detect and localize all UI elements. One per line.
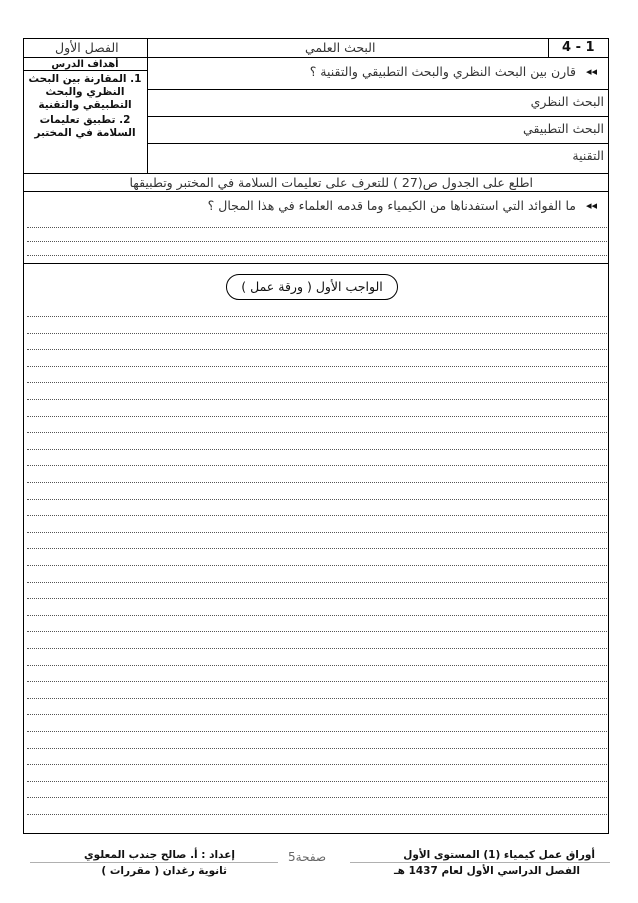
divider — [147, 38, 148, 173]
writing-line[interactable] — [27, 781, 607, 782]
compare-prompt: قارن بين البحث النظري والبحث التطبيقي والتقنية ؟ — [309, 64, 576, 79]
divider — [23, 263, 609, 264]
writing-line[interactable] — [27, 349, 607, 350]
homework-title: الواجب الأول ( ورقة عمل ) — [226, 274, 398, 300]
answer-line[interactable] — [27, 255, 607, 256]
compare-row-label: التقنية — [572, 148, 604, 163]
divider — [147, 143, 609, 144]
writing-line[interactable] — [27, 665, 607, 666]
footer-term: الفصل الدراسي الأول لعام 1437 هـ — [394, 865, 580, 877]
writing-line[interactable] — [27, 366, 607, 367]
writing-line[interactable] — [27, 748, 607, 749]
writing-line[interactable] — [27, 598, 607, 599]
writing-line[interactable] — [27, 465, 607, 466]
writing-line[interactable] — [27, 316, 607, 317]
footer-author: إعداد : أ. صالح جندب المعلوي — [84, 849, 235, 861]
page-number: صفحة5 — [288, 850, 327, 864]
goals-title: أهداف الدرس — [51, 59, 119, 70]
writing-line[interactable] — [27, 797, 607, 798]
answer-line[interactable] — [27, 227, 607, 228]
compare-row-label: البحث التطبيقي — [523, 121, 604, 136]
divider — [548, 38, 549, 57]
footer-course: أوراق عمل كيمياء (1) المستوى الأول — [403, 849, 595, 861]
writing-line[interactable] — [27, 548, 607, 549]
writing-line[interactable] — [27, 482, 607, 483]
writing-line[interactable] — [27, 416, 607, 417]
lesson-goals — [25, 58, 145, 71]
writing-line[interactable] — [27, 648, 607, 649]
semester-label: الفصل الأول — [55, 40, 119, 55]
divider — [23, 191, 609, 192]
lesson-number: 4 - 1 — [562, 40, 595, 55]
footer-school: ثانوية رغدان ( مقررات ) — [101, 865, 227, 877]
divider — [147, 89, 609, 90]
writing-line[interactable] — [27, 333, 607, 334]
goals-list — [25, 73, 145, 140]
divider — [147, 116, 609, 117]
table-note: اطلع على الجدول ص(27 ) للتعرف على تعليمات السلامة في المختبر وتطبيقها — [129, 175, 533, 190]
writing-line[interactable] — [27, 631, 607, 632]
divider — [23, 173, 609, 174]
compare-marker: ◂◂ — [585, 65, 597, 78]
writing-line[interactable] — [27, 814, 607, 815]
writing-line[interactable] — [27, 714, 607, 715]
writing-line[interactable] — [27, 449, 607, 450]
question-marker: ◂◂ — [585, 199, 597, 212]
writing-line[interactable] — [27, 764, 607, 765]
writing-line[interactable] — [27, 532, 607, 533]
writing-line[interactable] — [27, 615, 607, 616]
writing-line[interactable] — [27, 582, 607, 583]
writing-line[interactable] — [27, 499, 607, 500]
compare-row-label: البحث النظري — [530, 94, 604, 109]
writing-line[interactable] — [27, 681, 607, 682]
writing-line[interactable] — [27, 432, 607, 433]
answer-line[interactable] — [27, 241, 607, 242]
footer-divider — [350, 862, 610, 863]
writing-line[interactable] — [27, 731, 607, 732]
footer-divider — [30, 862, 278, 863]
writing-line[interactable] — [27, 565, 607, 566]
goal-item: 2. تطبيق تعليمات السلامة في المختبر — [34, 114, 136, 139]
writing-line[interactable] — [27, 515, 607, 516]
writing-line[interactable] — [27, 698, 607, 699]
topic-title: البحث العلمي — [305, 40, 376, 55]
goal-item: 1. المقارنة بين البحث النظري والبحث التطبيقي والتقنية — [28, 73, 142, 111]
writing-line[interactable] — [27, 399, 607, 400]
writing-line[interactable] — [27, 382, 607, 383]
question-text: ما الفوائد التي استفدناها من الكيمياء وما قدمه العلماء في هذا المجال ؟ — [207, 198, 576, 213]
